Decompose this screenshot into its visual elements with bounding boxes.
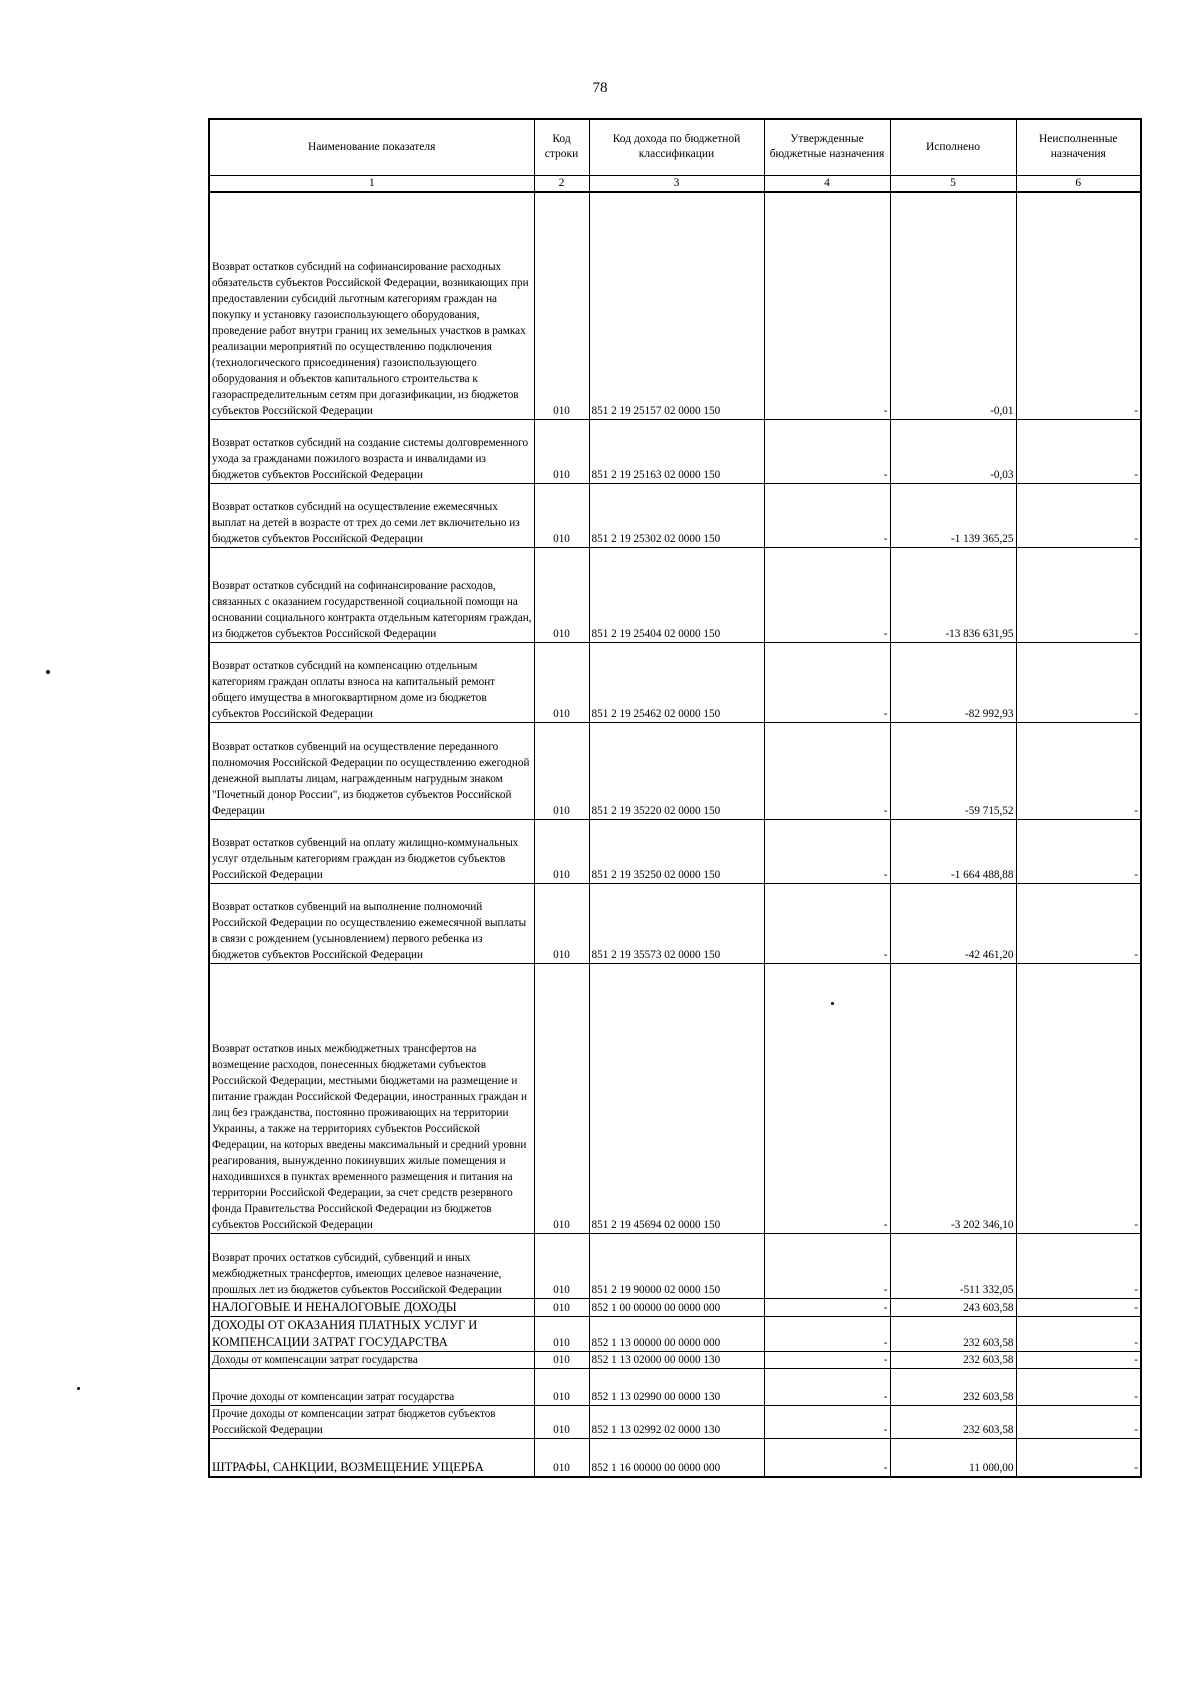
row-executed: -1 664 488,88 xyxy=(890,820,1016,884)
row-executed: -59 715,52 xyxy=(890,723,1016,820)
row-line-code: 010 xyxy=(534,964,589,1234)
row-line-code: 010 xyxy=(534,548,589,643)
row-line-code: 010 xyxy=(534,1299,589,1317)
row-approved: - xyxy=(764,548,890,643)
row-budget-code: 851 2 19 35220 02 0000 150 xyxy=(589,723,764,820)
row-name: Прочие доходы от компенсации затрат государства xyxy=(209,1369,534,1406)
table-row xyxy=(209,1439,1141,1477)
row-line-code: 010 xyxy=(534,723,589,820)
row-approved: - xyxy=(764,820,890,884)
row-budget-code: 851 2 19 25157 02 0000 150 xyxy=(589,192,764,420)
row-name: Возврат остатков иных межбюджетных трансфертов на возмещение расходов, понесенных бюджетами субъектов Российской Федерации, местными бюджетами на размещение и питание граждан Российской Федерации, иностранных граждан и лиц без гражданства, постоянно проживающих на территории Украины, а также на территориях субъектов Российской Федерации, на которых введены максимальный и средний уровни реагирования, вынужденно покинувших жилые помещения и находившихся в пунктах временного размещения и питания на территории Российской Федерации, за счет средств резервного фонда Правительства Российской Федерации из бюджетов субъектов Российской Федерации xyxy=(209,964,534,1234)
row-executed: 232 603,58 xyxy=(890,1352,1016,1369)
column-number: 1 xyxy=(209,175,534,192)
row-budget-code: 852 1 13 00000 00 0000 000 xyxy=(589,1317,764,1352)
table-row xyxy=(209,1406,1141,1439)
row-executed: -511 332,05 xyxy=(890,1234,1016,1299)
row-approved: - xyxy=(764,192,890,420)
header-name: Наименование показателя xyxy=(209,119,534,175)
row-line-code: 010 xyxy=(534,820,589,884)
table-row xyxy=(209,964,1141,1234)
table-row xyxy=(209,884,1141,964)
row-unexecuted: - xyxy=(1016,420,1141,484)
row-line-code: 010 xyxy=(534,1406,589,1439)
row-executed: -0,01 xyxy=(890,192,1016,420)
row-approved: - xyxy=(764,420,890,484)
header-row xyxy=(209,119,1141,175)
row-line-code: 010 xyxy=(534,420,589,484)
row-unexecuted: - xyxy=(1016,1317,1141,1352)
row-unexecuted: - xyxy=(1016,484,1141,548)
row-executed: 232 603,58 xyxy=(890,1317,1016,1352)
table-body xyxy=(209,192,1141,1477)
table-row xyxy=(209,1352,1141,1369)
row-approved: - xyxy=(764,964,890,1234)
table-row xyxy=(209,1299,1141,1317)
row-name: Возврат прочих остатков субсидий, субвенций и иных межбюджетных трансфертов, имеющих целевое назначение, прошлых лет из бюджетов субъектов Российской Федерации xyxy=(209,1234,534,1299)
row-line-code: 010 xyxy=(534,192,589,420)
table-row xyxy=(209,420,1141,484)
row-line-code: 010 xyxy=(534,643,589,723)
row-line-code: 010 xyxy=(534,484,589,548)
scan-speck xyxy=(46,670,50,674)
row-line-code: 010 xyxy=(534,884,589,964)
column-number-row xyxy=(209,175,1141,192)
row-line-code: 010 xyxy=(534,1317,589,1352)
row-name: Возврат остатков субвенций на оплату жилищно-коммунальных услуг отдельным категориям граждан из бюджетов субъектов Российской Федерации xyxy=(209,820,534,884)
column-number: 3 xyxy=(589,175,764,192)
row-name: Возврат остатков субсидий на софинансирование расходов, связанных с оказанием государственной социальной помощи на основании социального контракта отдельным категориям граждан, из бюджетов субъектов Российской Федерации xyxy=(209,548,534,643)
row-line-code: 010 xyxy=(534,1439,589,1477)
row-approved: - xyxy=(764,1406,890,1439)
column-number: 6 xyxy=(1016,175,1141,192)
table-row xyxy=(209,820,1141,884)
table-row xyxy=(209,548,1141,643)
column-number: 2 xyxy=(534,175,589,192)
header-approved: Утвержденные бюджетные назначения xyxy=(764,119,890,175)
row-budget-code: 851 2 19 90000 02 0000 150 xyxy=(589,1234,764,1299)
row-unexecuted: - xyxy=(1016,820,1141,884)
row-budget-code: 852 1 13 02992 02 0000 130 xyxy=(589,1406,764,1439)
row-unexecuted: - xyxy=(1016,548,1141,643)
row-name: Возврат остатков субсидий на компенсацию отдельным категориям граждан оплаты взноса на капитальный ремонт общего имущества в многоквартирном доме из бюджетов субъектов Российской Федерации xyxy=(209,643,534,723)
row-name: Доходы от компенсации затрат государства xyxy=(209,1352,534,1369)
header-executed: Исполнено xyxy=(890,119,1016,175)
row-approved: - xyxy=(764,1234,890,1299)
row-name: Возврат остатков субсидий на создание системы долговременного ухода за гражданами пожилого возраста и инвалидами из бюджетов субъектов Российской Федерации xyxy=(209,420,534,484)
row-unexecuted: - xyxy=(1016,884,1141,964)
row-approved: - xyxy=(764,1317,890,1352)
row-budget-code: 851 2 19 35250 02 0000 150 xyxy=(589,820,764,884)
row-executed: -82 992,93 xyxy=(890,643,1016,723)
row-line-code: 010 xyxy=(534,1352,589,1369)
table-row xyxy=(209,643,1141,723)
table-row xyxy=(209,1234,1141,1299)
row-executed: -3 202 346,10 xyxy=(890,964,1016,1234)
row-unexecuted: - xyxy=(1016,1299,1141,1317)
row-unexecuted: - xyxy=(1016,1439,1141,1477)
table-row xyxy=(209,192,1141,420)
row-name: Возврат остатков субсидий на осуществление ежемесячных выплат на детей в возрасте от трех до семи лет включительно из бюджетов субъектов Российской Федерации xyxy=(209,484,534,548)
row-line-code: 010 xyxy=(534,1369,589,1406)
row-unexecuted: - xyxy=(1016,723,1141,820)
row-name: ШТРАФЫ, САНКЦИИ, ВОЗМЕЩЕНИЕ УЩЕРБА xyxy=(209,1439,534,1477)
row-name: ДОХОДЫ ОТ ОКАЗАНИЯ ПЛАТНЫХ УСЛУГ И КОМПЕНСАЦИИ ЗАТРАТ ГОСУДАРСТВА xyxy=(209,1317,534,1352)
header-budget-code: Код дохода по бюджетной классификации xyxy=(589,119,764,175)
row-budget-code: 852 1 00 00000 00 0000 000 xyxy=(589,1299,764,1317)
row-approved: - xyxy=(764,884,890,964)
header-unexecuted: Неисполненные назначения xyxy=(1016,119,1141,175)
scan-speck xyxy=(77,1387,80,1390)
row-executed: 243 603,58 xyxy=(890,1299,1016,1317)
row-unexecuted: - xyxy=(1016,1406,1141,1439)
row-executed: 232 603,58 xyxy=(890,1406,1016,1439)
table-row xyxy=(209,484,1141,548)
row-executed: -13 836 631,95 xyxy=(890,548,1016,643)
row-budget-code: 852 1 13 02990 00 0000 130 xyxy=(589,1369,764,1406)
row-name: Возврат остатков субвенций на осуществление переданного полномочия Российской Федерации по осуществлению ежегодной денежной выплаты лицам, награжденным нагрудным знаком "Почетный донор России", из бюджетов субъектов Российской Федерации xyxy=(209,723,534,820)
row-executed: -0,03 xyxy=(890,420,1016,484)
row-budget-code: 851 2 19 45694 02 0000 150 xyxy=(589,964,764,1234)
row-line-code: 010 xyxy=(534,1234,589,1299)
row-executed: 11 000,00 xyxy=(890,1439,1016,1477)
page-number: 78 xyxy=(592,80,608,96)
row-budget-code: 852 1 13 02000 00 0000 130 xyxy=(589,1352,764,1369)
row-unexecuted: - xyxy=(1016,1352,1141,1369)
row-budget-code: 851 2 19 25404 02 0000 150 xyxy=(589,548,764,643)
row-unexecuted: - xyxy=(1016,964,1141,1234)
row-approved: - xyxy=(764,1352,890,1369)
row-budget-code: 851 2 19 25462 02 0000 150 xyxy=(589,643,764,723)
row-budget-code: 852 1 16 00000 00 0000 000 xyxy=(589,1439,764,1477)
column-number: 4 xyxy=(764,175,890,192)
row-approved: - xyxy=(764,723,890,820)
row-name: Возврат остатков субсидий на софинансирование расходных обязательств субъектов Российской Федерации, возникающих при предоставлении субсидий льготным категориям граждан на покупку и установку газоиспользующего оборудования, проведение работ внутри границ их земельных участков в рамках реализации мероприятий по осуществлению подключения (технологического присоединения) газоиспользующего оборудования и объектов капитального строительства к газораспределительным сетям при догазификации, из бюджетов субъектов Российской Федерации xyxy=(209,192,534,420)
table-row xyxy=(209,1369,1141,1406)
table-row xyxy=(209,723,1141,820)
row-executed: -42 461,20 xyxy=(890,884,1016,964)
row-unexecuted: - xyxy=(1016,1369,1141,1406)
row-approved: - xyxy=(764,484,890,548)
column-number: 5 xyxy=(890,175,1016,192)
row-unexecuted: - xyxy=(1016,1234,1141,1299)
table-row xyxy=(209,1317,1141,1352)
row-budget-code: 851 2 19 25302 02 0000 150 xyxy=(589,484,764,548)
budget-execution-table xyxy=(208,118,1142,1478)
row-approved: - xyxy=(764,643,890,723)
row-approved: - xyxy=(764,1439,890,1477)
header-line-code: Код строки xyxy=(534,119,589,175)
row-unexecuted: - xyxy=(1016,643,1141,723)
row-executed: -1 139 365,25 xyxy=(890,484,1016,548)
row-budget-code: 851 2 19 25163 02 0000 150 xyxy=(589,420,764,484)
row-approved: - xyxy=(764,1369,890,1406)
row-name: НАЛОГОВЫЕ И НЕНАЛОГОВЫЕ ДОХОДЫ xyxy=(209,1299,534,1317)
row-executed: 232 603,58 xyxy=(890,1369,1016,1406)
row-name: Возврат остатков субвенций на выполнение полномочий Российской Федерации по осуществлению ежемесячной выплаты в связи с рождением (усыновлением) первого ребенка из бюджетов субъектов Российской Федерации xyxy=(209,884,534,964)
row-name: Прочие доходы от компенсации затрат бюджетов субъектов Российской Федерации xyxy=(209,1406,534,1439)
row-budget-code: 851 2 19 35573 02 0000 150 xyxy=(589,884,764,964)
row-unexecuted: - xyxy=(1016,192,1141,420)
row-approved: - xyxy=(764,1299,890,1317)
